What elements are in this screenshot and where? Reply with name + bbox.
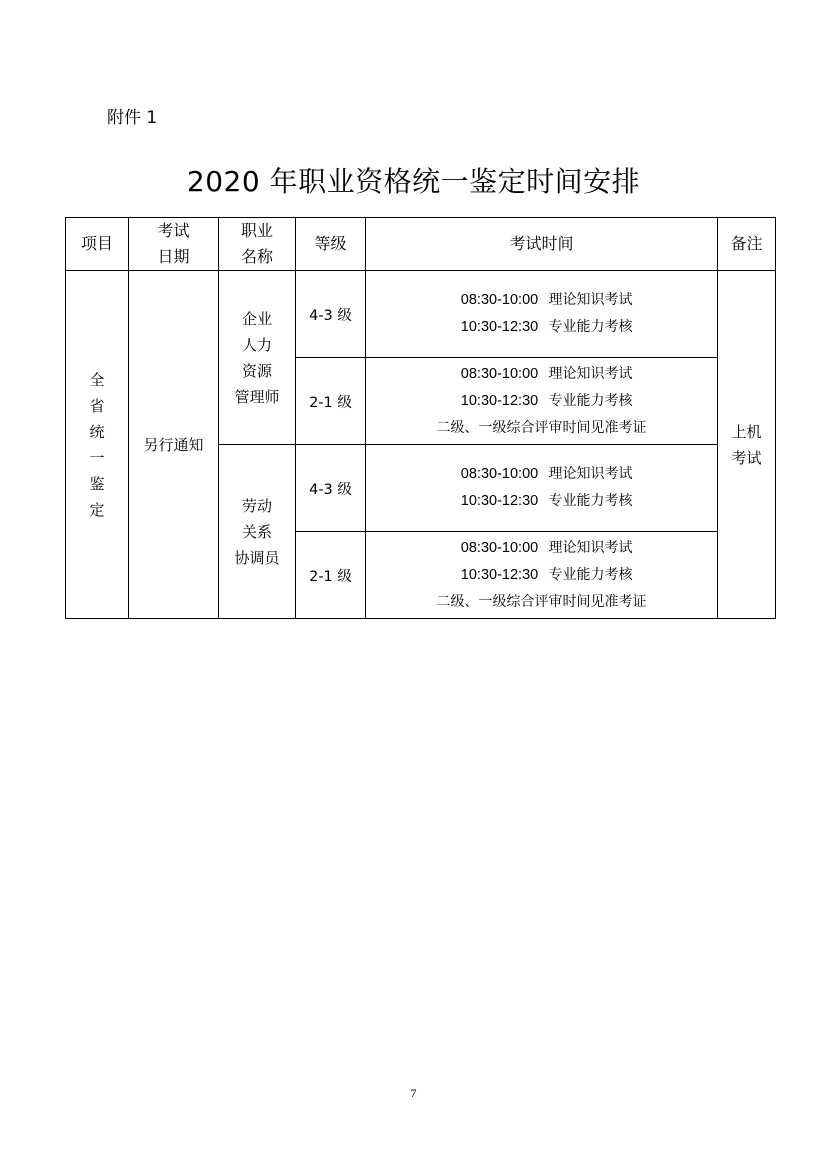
header-occupation [219,218,296,271]
time-subject: 理论知识考试 [548,539,633,556]
time-range: 08:30-10:00 [460,365,539,382]
header-exam-date-line1: 考试 [157,221,190,240]
header-notes: 备注 [718,218,776,271]
header-exam-date [129,218,219,271]
time-slot [366,562,717,589]
project-char: 一 [89,448,105,467]
table-header-row [66,218,776,271]
time-slot [366,461,717,488]
time-range: 08:30-10:00 [460,292,539,308]
header-occupation-line1: 职业 [240,221,273,240]
notes-cell [718,271,776,619]
grade-cell: 2-1 级 [296,358,366,445]
time-slot [366,535,717,562]
time-range: 08:30-10:00 [460,466,539,482]
time-range: 10:30-12:30 [460,319,539,335]
project-char: 定 [89,500,105,519]
header-exam-date-line2: 日期 [157,247,190,266]
exam-time-cell [366,358,718,445]
exam-date-cell: 另行通知 [129,271,219,619]
page-number: 7 [410,1086,417,1100]
time-range: 10:30-12:30 [460,392,539,409]
time-range: 10:30-12:30 [460,493,539,509]
time-subject: 专业能力考核 [548,392,633,409]
time-range: 08:30-10:00 [460,539,539,556]
extra-note: 二级、一级综合评审时间见准考证 [436,419,647,436]
project-char: 鉴 [89,474,105,493]
time-slot [366,488,717,515]
project-char: 省 [89,396,105,415]
exam-time-cell [366,445,718,532]
header-grade: 等级 [296,218,366,271]
occupation-hr-manager [219,271,296,445]
occupation-labor-relations [219,445,296,619]
occupation-name-line: 人力 [241,335,272,354]
occupation-name-line: 关系 [241,522,272,541]
header-exam-time: 考试时间 [366,218,718,271]
exam-time-cell [366,271,718,358]
time-subject: 理论知识考试 [548,365,633,382]
extra-note: 二级、一级综合评审时间见准考证 [436,593,647,610]
occupation-name-line: 协调员 [234,548,280,567]
grade-cell: 4-3 级 [296,271,366,358]
time-subject: 专业能力考核 [548,566,633,583]
occupation-name-line: 资源 [241,361,272,380]
occupation-name-line: 劳动 [241,496,272,515]
attachment-label: 附件 1 [107,108,158,128]
time-subject: 理论知识考试 [548,466,633,482]
notes-line: 上机 [731,422,762,441]
time-subject: 专业能力考核 [548,493,633,509]
grade-cell: 4-3 级 [296,445,366,532]
time-range: 10:30-12:30 [460,566,539,583]
project-char: 统 [89,422,105,441]
notes-line: 考试 [731,448,762,467]
exam-schedule-table [65,217,776,619]
time-subject: 理论知识考试 [548,292,633,308]
project-char: 全 [89,370,105,389]
time-slot [366,314,717,341]
occupation-name-line: 企业 [241,309,272,328]
time-slot [366,287,717,314]
time-slot [366,388,717,415]
project-cell [66,271,129,619]
time-subject: 专业能力考核 [548,319,633,335]
exam-time-cell [366,532,718,619]
header-project: 项目 [66,218,129,271]
table-row [66,271,776,358]
time-slot [366,361,717,388]
header-occupation-line2: 名称 [240,247,273,266]
document-title: 2020 年职业资格统一鉴定时间安排 [186,165,641,198]
grade-cell: 2-1 级 [296,532,366,619]
occupation-name-line: 管理师 [234,387,280,406]
